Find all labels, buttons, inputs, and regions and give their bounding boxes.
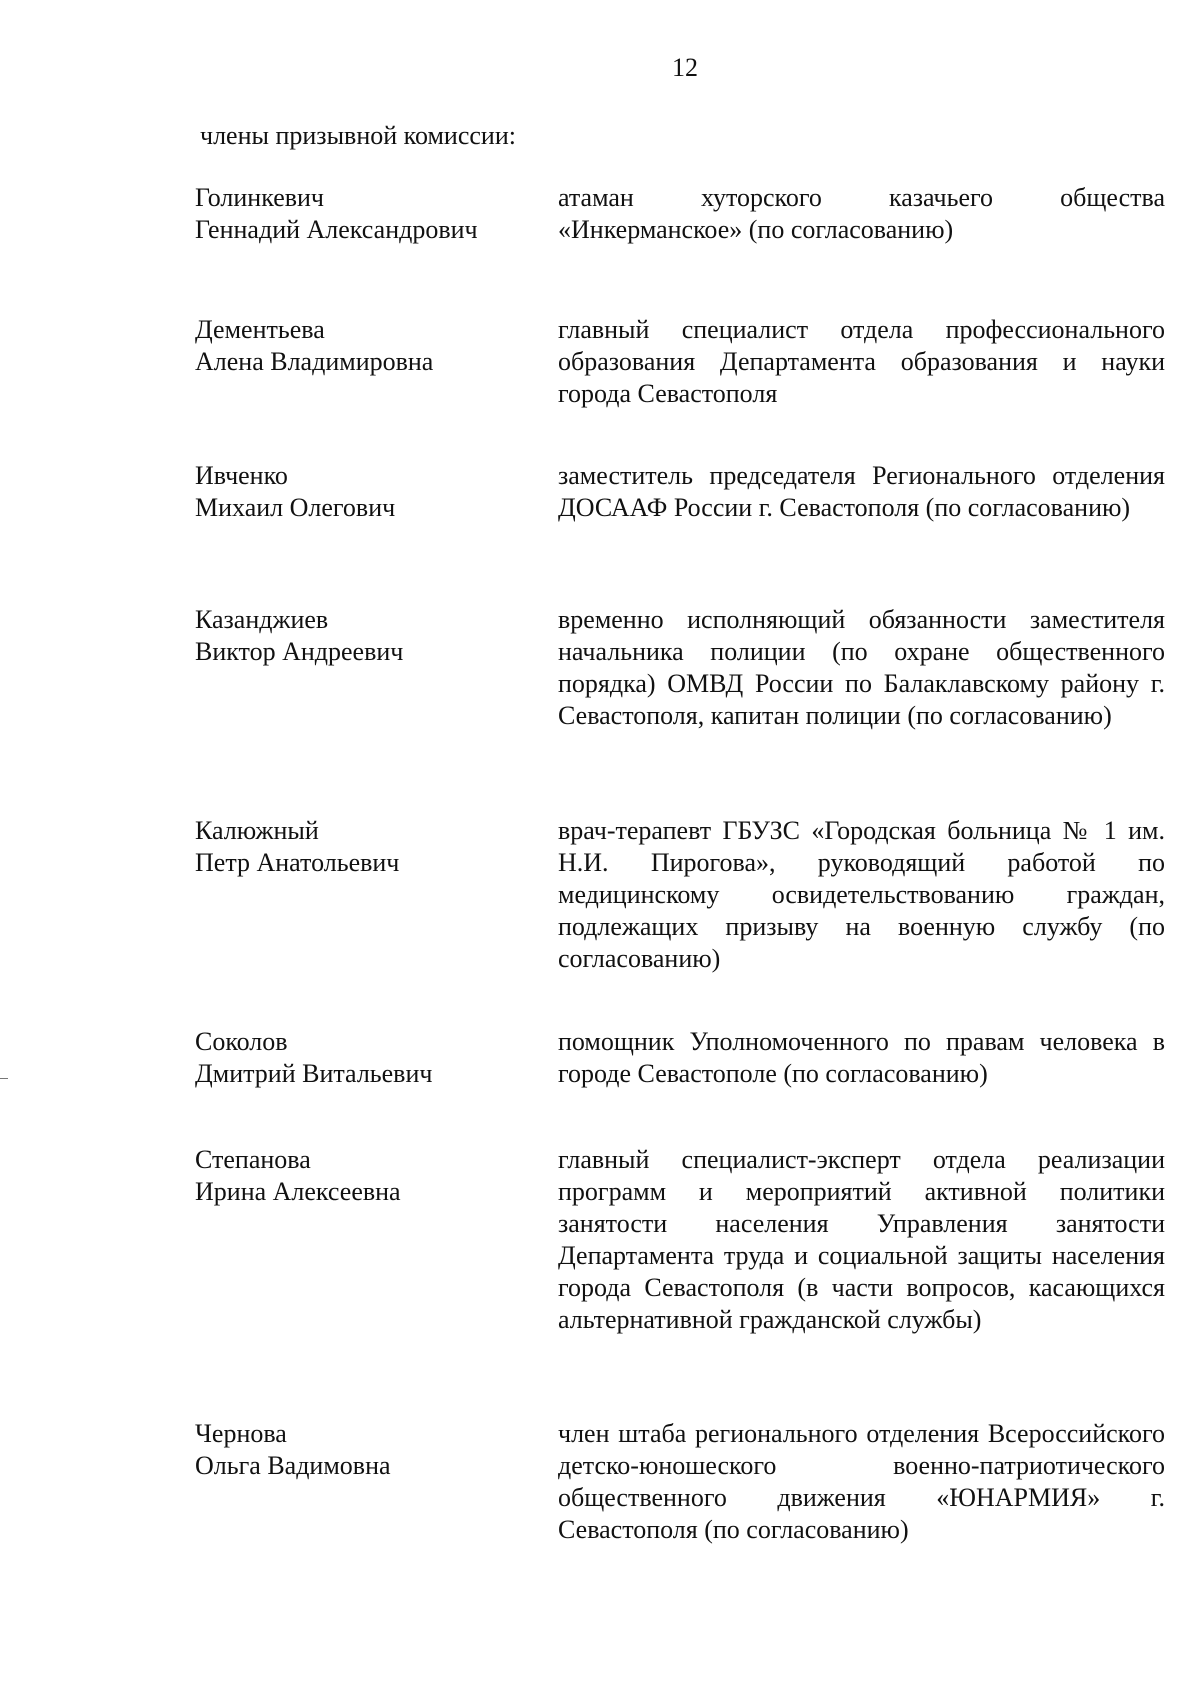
member-given-names: Ирина Алексеевна (195, 1177, 401, 1206)
member-surname: Степанова (195, 1145, 311, 1174)
member-surname: Дементьева (195, 315, 325, 344)
member-surname: Казанджиев (195, 605, 329, 634)
member-name (195, 314, 535, 378)
member-surname: Голинкевич (195, 183, 324, 212)
section-heading: члены призывной комиссии: (200, 121, 516, 150)
member-given-names: Дмитрий Витальевич (195, 1059, 433, 1088)
member-role: заместитель председателя Регионального отделения ДОСААФ России г. Севастополя (по согласованию) (558, 461, 1165, 522)
member-role: главный специалист отдела профессионального образования Департамента образования и науки города Севастополя (558, 315, 1165, 408)
member-name (195, 604, 535, 668)
member-name (195, 815, 535, 879)
member-role: член штаба регионального отделения Всероссийского детско-юношеского военно-патриотического общественного движения «ЮНАРМИЯ» г. Севастополя (по согласованию) (558, 1419, 1165, 1544)
member-surname: Чернова (195, 1419, 287, 1448)
member-name (195, 182, 535, 246)
member-role: главный специалист-эксперт отдела реализации программ и мероприятий активной политики занятости населения Управления занятости Департамента труда и социальной защиты населения города Севастополя (в части вопросов, касающихся альтернативной гражданской службы) (558, 1145, 1165, 1334)
member-name (195, 460, 535, 524)
member-given-names: Алена Владимировна (195, 347, 434, 376)
member-role: временно исполняющий обязанности заместителя начальника полиции (по охране общественного порядка) ОМВД России по Балаклавскому району г. Севастополя, капитан полиции (по согласованию) (558, 605, 1165, 730)
member-surname: Соколов (195, 1027, 288, 1056)
member-given-names: Виктор Андреевич (195, 637, 404, 666)
member-given-names: Геннадий Александрович (195, 215, 478, 244)
member-name (195, 1418, 535, 1482)
member-surname: Ивченко (195, 461, 288, 490)
member-surname: Калюжный (195, 816, 319, 845)
scan-margin-mark (0, 1078, 8, 1079)
member-name (195, 1144, 535, 1208)
page-number: 12 (672, 53, 698, 82)
member-role: врач-терапевт ГБУЗС «Городская больница № 1 им. Н.И. Пирогова», руководящий работой по медицинскому освидетельствованию граждан, подлежащих призыву на военную службу (по согласованию) (558, 816, 1165, 973)
member-given-names: Ольга Вадимовна (195, 1451, 391, 1480)
member-role: помощник Уполномоченного по правам человека в городе Севастополе (по согласованию) (558, 1027, 1165, 1088)
member-role: атаман хуторского казачьего общества «Инкерманское» (по согласованию) (558, 183, 1165, 244)
member-given-names: Михаил Олегович (195, 493, 396, 522)
member-name (195, 1026, 535, 1090)
member-given-names: Петр Анатольевич (195, 848, 400, 877)
